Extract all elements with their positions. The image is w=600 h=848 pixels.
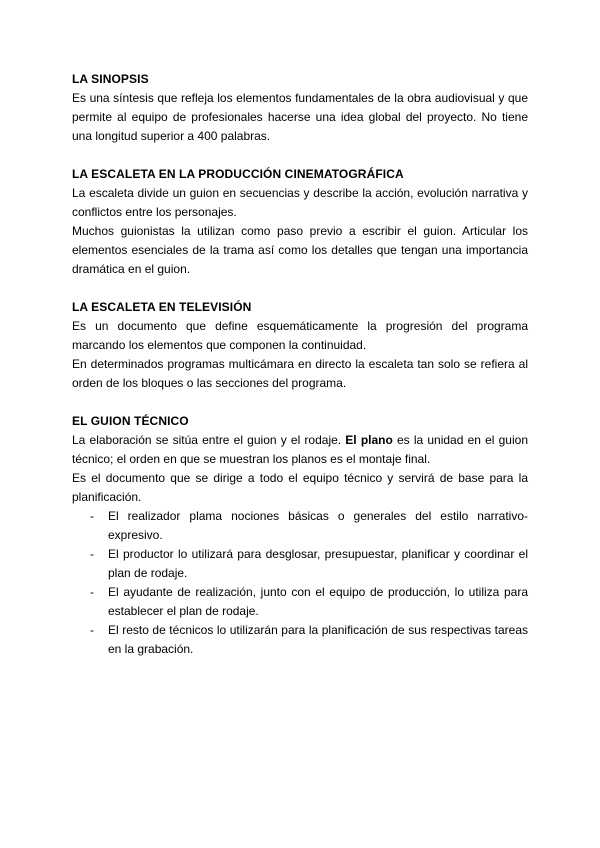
dash-bullet: - [90,623,94,637]
section-heading: LA SINOPSIS [72,72,149,86]
section-heading: EL GUION TÉCNICO [72,414,189,428]
section-paragraph [72,431,528,469]
bold-term: El plano [345,433,393,447]
section-escaleta-cine [72,165,528,279]
list-item [72,621,528,659]
section-sinopsis [72,70,528,146]
intro-text-continued: es la unidad en el guion técnico; el orden en que se muestran los planos es el montaje final. [72,433,528,466]
intro-text: La elaboración se sitúa entre el guion y el rodaje. [72,433,346,447]
list-item [72,545,528,583]
section-escaleta-tv [72,298,528,393]
list-item-text: El ayudante de realización, junto con el equipo de producción, lo utiliza para establecer el plan de rodaje. [108,585,528,618]
dash-bullet: - [90,547,94,561]
section-heading: LA ESCALETA EN TELEVISIÓN [72,300,252,314]
section-paragraph: Es el documento que se dirige a todo el equipo técnico y servirá de base para la planificación. [72,471,528,504]
section-paragraph: La escaleta divide un guion en secuencias y describe la acción, evolución narrativa y conflictos entre los personajes. [72,186,528,219]
list-item-text: El resto de técnicos lo utilizarán para la planificación de sus respectivas tareas en la grabación. [108,623,528,656]
section-paragraph: Es una síntesis que refleja los elementos fundamentales de la obra audiovisual y que permite al equipo de profesionales hacerse una idea global del proyecto. No tiene una longitud superior a 400 palabras. [72,91,528,143]
list-item-text: El realizador plama nociones básicas o generales del estilo narrativo-expresivo. [108,509,528,542]
section-heading: LA ESCALETA EN LA PRODUCCIÓN CINEMATOGRÁFICA [72,167,404,181]
section-paragraph: Es un documento que define esquemáticamente la progresión del programa marcando los elementos que componen la continuidad. [72,319,528,352]
list-item [72,507,528,545]
dash-bullet: - [90,585,94,599]
section-paragraph: Muchos guionistas la utilizan como paso previo a escribir el guion. Articular los elementos esenciales de la trama así como los detalles que tengan una importancia dramática en el guion. [72,224,528,276]
section-paragraph: En determinados programas multicámara en directo la escaleta tan solo se refiera al orden de los bloques o las secciones del programa. [72,357,528,390]
list-item-text: El productor lo utilizará para desglosar, presupuestar, planificar y coordinar el plan de rodaje. [108,547,528,580]
dash-list [72,507,528,659]
list-item [72,583,528,621]
dash-bullet: - [90,509,94,523]
section-guion-tecnico [72,412,528,659]
